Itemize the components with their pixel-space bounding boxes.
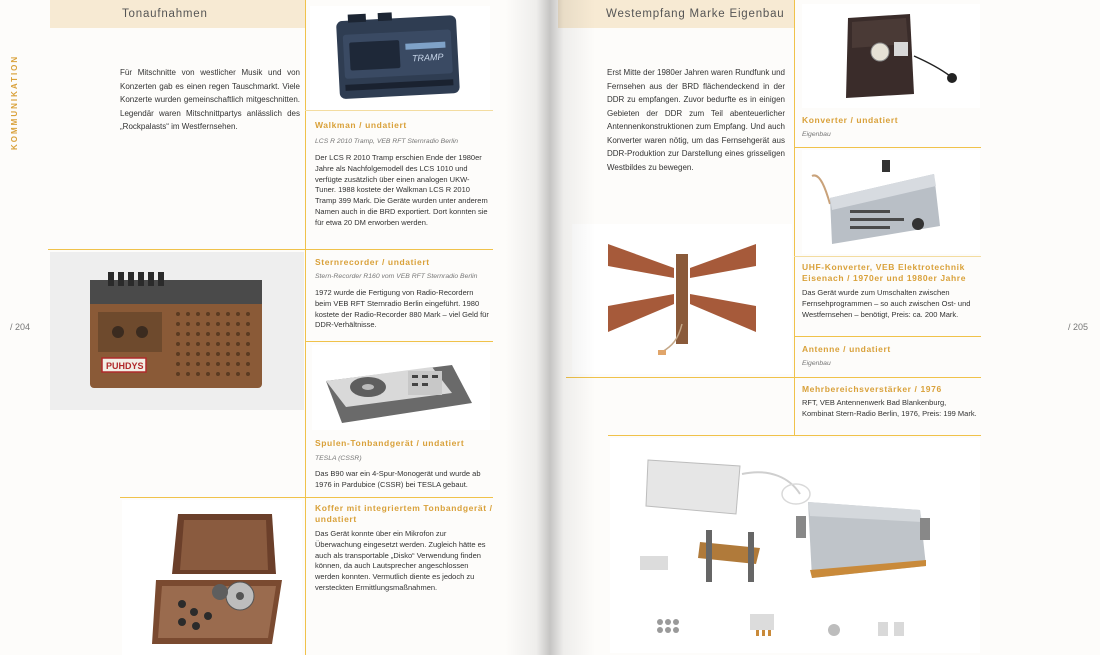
caption-title-antenne: Antenne / undatiert bbox=[802, 344, 891, 354]
right-column-rule bbox=[794, 0, 795, 435]
amplifier-photo bbox=[610, 438, 980, 653]
caption-title-spulen: Spulen-Tonbandgerät / undatiert bbox=[315, 438, 465, 448]
caption-text-uhf: Das Gerät wurde zum Umschalten zwischen Fernsehprogrammen – so auch zwischen Ost- und Westfernsehen – benötigt, Preis: ca. 200 Mark. bbox=[802, 288, 971, 319]
caption-title-konverter: Konverter / undatiert bbox=[802, 115, 899, 125]
right-page-title: Westempfang Marke Eigenbau bbox=[606, 8, 785, 20]
rule-3 bbox=[120, 497, 493, 498]
caption-sub-antenne: Eigenbau bbox=[802, 360, 831, 367]
caption-text-koffer: Das Gerät konnte über ein Mikrofon zur Überwachung eingesetzt werden. Zugleich hätte es auch als transportable „Disko“ Verwendung finden können, da auch Lautsprecher angeschlossen werden konnten. Vermutlich diente es jedoch zu versteckten Ermittlungsmaßnahmen. bbox=[315, 529, 486, 592]
caption-text-verstaerker: RFT, VEB Antennenwerk Bad Blankenburg, Kombinat Stern-Radio Berlin, 1976, Preis: 199 Mark. bbox=[802, 398, 977, 418]
right-page bbox=[548, 0, 1100, 655]
caption-text-sternrecorder: 1972 wurde die Fertigung von Radio-Recordern beim VEB RFT Sternradio Berlin eingeführt. 1980 kostete der Radio-Recorder 880 Mark – viel Geld für DDR-Verhältnisse. bbox=[315, 288, 489, 330]
caption-title-sternrecorder: Sternrecorder / undatiert bbox=[315, 257, 430, 267]
caption-title-uhf: UHF-Konverter, VEB Elektrotechnik Eisenach / 1970er und 1980er Jahre bbox=[802, 262, 967, 283]
konverter-photo bbox=[802, 4, 980, 108]
caption-sub-sternrecorder: Stern-Recorder R160 vom VEB RFT Sternradio Berlin bbox=[315, 273, 478, 280]
rule-1 bbox=[48, 249, 493, 250]
recorder-sticker: PUHDYS bbox=[106, 361, 144, 371]
right-page-number: / 205 bbox=[1068, 322, 1089, 332]
left-column-rule bbox=[305, 0, 306, 655]
caption-title-verstaerker: Mehrbereichsverstärker / 1976 bbox=[802, 384, 942, 394]
left-intro-text: Für Mitschnitte von westlicher Musik und von Konzerten gab es einen regen Tauschmarkt. Viele Konzerte wurden gemeinschaftlich mitgeschnitten. Legendär waren Mitschnittpartys anlässlich des „Rockpalasts“ im Westfernsehen. bbox=[120, 68, 300, 131]
uhf-converter-photo bbox=[802, 150, 980, 254]
left-page-number: / 204 bbox=[10, 322, 31, 332]
left-page-title: Tonaufnahmen bbox=[122, 8, 208, 20]
walkman-photo bbox=[310, 6, 490, 110]
rule-2 bbox=[305, 341, 493, 342]
walkman-brand: TRAMP bbox=[411, 51, 444, 64]
caption-title-walkman: Walkman / undatiert bbox=[315, 120, 407, 130]
antenna-photo bbox=[572, 224, 792, 374]
section-side-label: KOMMUNIKATION bbox=[10, 54, 19, 150]
left-page bbox=[0, 0, 548, 655]
rule-r1 bbox=[794, 147, 981, 148]
caption-text-spulen: Das B90 war ein 4-Spur-Monogerät und wurde ab 1976 in Pardubice (CSSR) bei TESLA gebaut. bbox=[315, 469, 481, 489]
book-gutter-shadow bbox=[505, 0, 595, 655]
rule-r4 bbox=[608, 435, 981, 436]
suitcase-photo bbox=[122, 500, 302, 655]
right-intro-text: Erst Mitte der 1980er Jahren waren Rundfunk und Fernsehen aus der BRD flächendeckend in der DDR zu empfangen. Zuvor bedurfte es in einigen Gebieten der DDR zum Teil abenteuerlicher Antennenkonstruktionen zum Empfang. Und auch Konverter waren nötig, um das Fernsehgerät aus DDR-Produktion zur Darstellung eines grisseligen Westbildes zu bewegen. bbox=[607, 68, 785, 172]
caption-title-koffer: Koffer mit integriertem Tonbandgerät / undatiert bbox=[315, 503, 493, 524]
rule-r-uhf bbox=[794, 256, 981, 257]
rule-walkman bbox=[305, 110, 493, 111]
reel-tape-photo bbox=[312, 345, 490, 430]
rule-r3 bbox=[566, 377, 981, 378]
caption-sub-spulen: TESLA (CSSR) bbox=[315, 455, 362, 462]
radio-recorder-photo bbox=[50, 252, 304, 410]
caption-text-walkman: Der LCS R 2010 Tramp erschien Ende der 1980er Jahre als Nachfolgemodell des LCS 1010 und verfügte zusätzlich über einen analogen UKW-Tuner. 1988 kostete der Walkman LCS R 2010 Tramp 399 Mark. Die Geräte wurden unter anderem Namen auch in die BRD exportiert. Dort konnten sie für etwa 20 DM erworben werden. bbox=[315, 153, 488, 227]
rule-r2 bbox=[794, 336, 981, 337]
caption-sub-walkman: LCS R 2010 Tramp, VEB RFT Sternradio Berlin bbox=[315, 138, 459, 145]
caption-sub-konverter: Eigenbau bbox=[802, 131, 831, 138]
